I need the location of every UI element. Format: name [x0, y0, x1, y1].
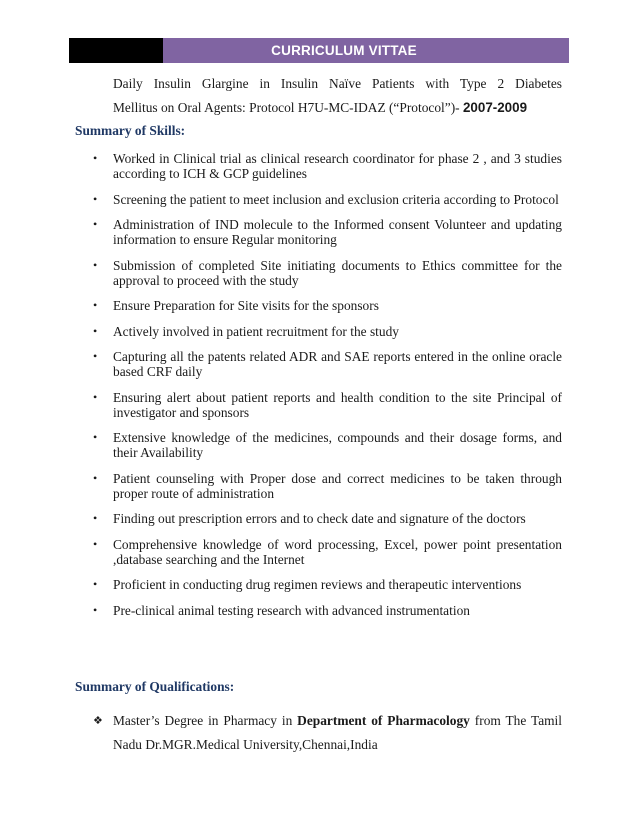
skill-text: Screening the patient to meet inclusion and exclusion criteria according to Protocol — [113, 191, 559, 207]
skill-item — [93, 430, 562, 460]
skill-text: Worked in Clinical trial as clinical research coordinator for phase 2 , and 3 studies according to ICH & GCP guidelines — [113, 151, 562, 181]
intro-line-1: Daily Insulin Glargine in Insulin Naïve Patients with Type 2 Diabetes — [113, 76, 562, 91]
skill-item — [93, 471, 562, 501]
skill-text: Ensuring alert about patient reports and health condition to the site Principal of investigator and sponsors — [113, 389, 562, 420]
header-title: CURRICULUM VITTAE — [163, 38, 569, 63]
skills-section-title: Summary of Skills: — [75, 123, 186, 138]
skills-list — [93, 151, 562, 628]
qualification-text — [93, 709, 562, 757]
skill-text: Administration of IND molecule to the Informed consent Volunteer and updating information to ensure Regular monitoring — [113, 217, 562, 247]
skill-item — [93, 192, 562, 207]
intro-paragraph — [113, 72, 562, 120]
bullet-icon: • — [93, 151, 98, 165]
skill-item — [93, 537, 562, 567]
skill-item — [93, 349, 562, 379]
bullet-icon: • — [93, 217, 98, 231]
skill-text: Patient counseling with Proper dose and correct medicines to be taken through proper route of administration — [113, 470, 562, 501]
header-black-block — [69, 38, 163, 63]
bullet-icon: • — [93, 349, 98, 363]
intro-years: 2007-2009 — [462, 100, 528, 115]
skill-text: Ensure Preparation for Site visits for the sponsors — [113, 298, 379, 313]
qualification-prefix: Master’s Degree in Pharmacy in — [113, 713, 298, 728]
skill-item — [93, 577, 562, 592]
bullet-icon: • — [93, 298, 98, 312]
qualifications-section-title: Summary of Qualifications: — [75, 679, 235, 694]
skill-text: Finding out prescription errors and to check date and signature of the doctors — [113, 511, 526, 526]
intro-protocol-text: Mellitus on Oral Agents: Protocol H7U-MC-IDAZ (“Protocol”)- — [113, 100, 460, 115]
skill-text: Pre-clinical animal testing research with advanced instrumentation — [113, 602, 470, 618]
skill-text: Capturing all the patents related ADR and SAE reports entered in the online oracle based CRF daily — [113, 349, 562, 379]
skill-item — [93, 258, 562, 288]
skill-item — [93, 390, 562, 420]
diamond-bullet-icon: ❖ — [93, 714, 103, 727]
skill-text: Actively involved in patient recruitment for the study — [113, 323, 399, 339]
cv-header-banner — [69, 38, 569, 63]
bullet-icon: • — [93, 323, 98, 338]
bullet-icon: • — [93, 191, 98, 206]
skill-item — [93, 324, 562, 339]
bullet-icon: • — [93, 602, 98, 617]
bullet-icon: • — [93, 389, 98, 404]
skill-item — [93, 298, 562, 313]
skill-item — [93, 511, 562, 526]
bullet-icon: • — [93, 577, 98, 591]
qualification-item — [93, 709, 562, 757]
bullet-icon: • — [93, 470, 98, 485]
skill-text: Comprehensive knowledge of word processing, Excel, power point presentation ,database searching and the Internet — [113, 536, 562, 567]
qualification-suffix: from The Tamil Nadu Dr.MGR.Medical University,Chennai,India — [113, 713, 562, 752]
skill-text: Proficient in conducting drug regimen reviews and therapeutic interventions — [113, 577, 522, 592]
skill-item — [93, 603, 562, 618]
bullet-icon: • — [93, 536, 98, 551]
skill-text: Submission of completed Site initiating documents to Ethics committee for the approval to proceed with the study — [113, 257, 562, 288]
skill-item — [93, 217, 562, 247]
qualification-department: Department of Pharmacology — [297, 713, 470, 728]
intro-line-2 — [113, 96, 562, 120]
skill-text: Extensive knowledge of the medicines, compounds and their dosage forms, and their Availability — [113, 430, 562, 460]
bullet-icon: • — [93, 257, 98, 272]
bullet-icon: • — [93, 430, 98, 444]
bullet-icon: • — [93, 511, 98, 525]
skill-item — [93, 151, 562, 181]
